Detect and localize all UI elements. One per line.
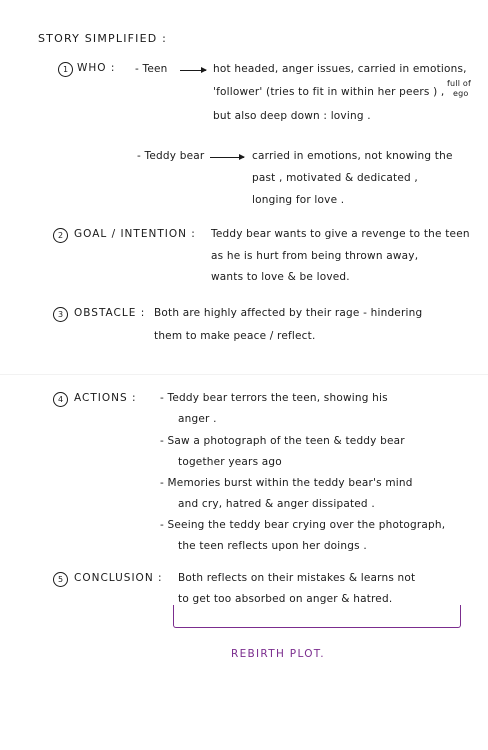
action-item-4-cont: the teen reflects upon her doings . (178, 540, 367, 552)
bracket-underline (173, 605, 461, 628)
action-item-2-cont: together years ago (178, 456, 282, 468)
goal-line3: wants to love & be loved. (211, 271, 350, 283)
bear-desc-line2: past , motivated & dedicated , (252, 172, 418, 184)
action-item-4: - Seeing the teddy bear crying over the photograph, (160, 519, 446, 531)
teen-label: - Teen (135, 63, 168, 75)
action-item-3: - Memories burst within the teddy bear's mind (160, 477, 413, 489)
teen-desc-line3: but also deep down : loving . (213, 110, 371, 122)
goal-line2: as he is hurt from being thrown away, (211, 250, 419, 262)
teen-desc-line1: hot headed, anger issues, carried in emotions, (213, 63, 467, 75)
arrow-icon (180, 70, 206, 71)
section-number-obstacle: 3 (53, 307, 68, 322)
action-item-1: - Teddy bear terrors the teen, showing his (160, 392, 388, 404)
section-number-goal: 2 (53, 228, 68, 243)
teen-note-ego: ego (453, 89, 469, 98)
teen-note-full-of: full of (447, 79, 471, 88)
conclusion-heading: CONCLUSION : (74, 572, 163, 584)
who-heading: WHO : (77, 62, 116, 74)
bear-label: - Teddy bear (137, 150, 205, 162)
section-number-conclusion: 5 (53, 572, 68, 587)
section-number-who: 1 (58, 62, 73, 77)
conclusion-line1: Both reflects on their mistakes & learns not (178, 572, 416, 584)
teen-desc-line2: 'follower' (tries to fit in within her peers ) , (213, 86, 445, 98)
conclusion-line2: to get too absorbed on anger & hatred. (178, 593, 393, 605)
section-number-actions: 4 (53, 392, 68, 407)
action-item-1-cont: anger . (178, 413, 217, 425)
goal-line1: Teddy bear wants to give a revenge to the teen (211, 228, 470, 240)
bear-desc-line1: carried in emotions, not knowing the (252, 150, 453, 162)
obstacle-line1: Both are highly affected by their rage - hindering (154, 307, 423, 319)
goal-heading: GOAL / INTENTION : (74, 228, 196, 240)
page-title: STORY SIMPLIFIED : (38, 32, 168, 45)
bear-desc-line3: longing for love . (252, 194, 345, 206)
arrow-icon (210, 157, 244, 158)
obstacle-line2: them to make peace / reflect. (154, 330, 316, 342)
actions-heading: ACTIONS : (74, 392, 137, 404)
action-item-2: - Saw a photograph of the teen & teddy bear (160, 435, 405, 447)
action-item-3-cont: and cry, hatred & anger dissipated . (178, 498, 375, 510)
obstacle-heading: OBSTACLE : (74, 307, 146, 319)
rebirth-plot-label: REBIRTH PLOT. (231, 648, 325, 660)
page-divider (0, 374, 488, 375)
